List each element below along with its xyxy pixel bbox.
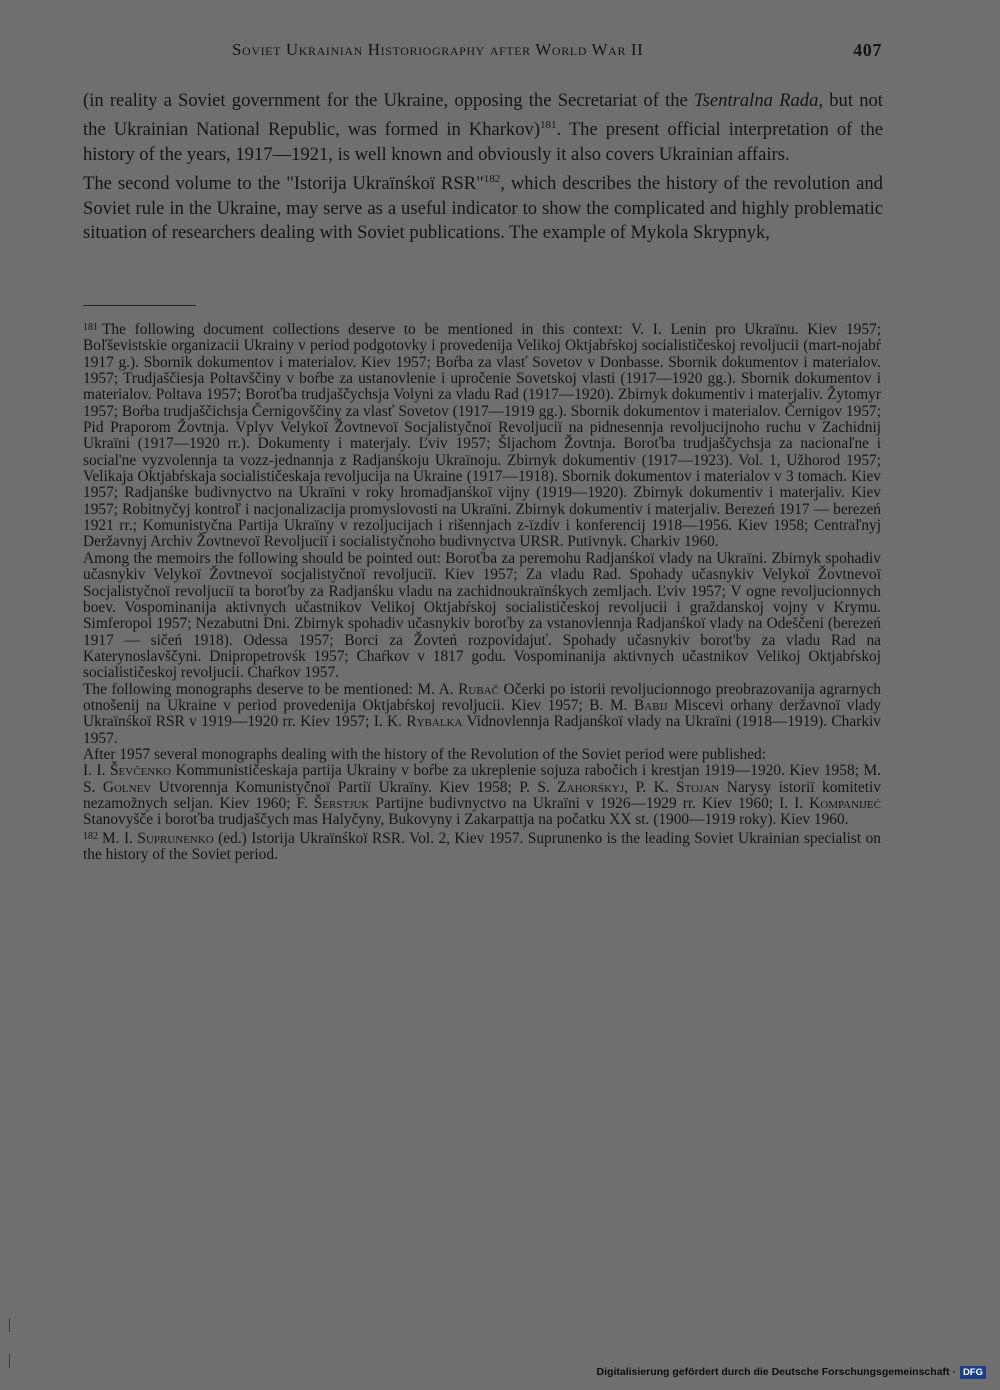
body-paragraph-2: The second volume to the "Istorija Ukraïnśkoï RSR"$^{182}$, which describes the history of the revolution and Soviet rule in the Ukraine, may serve as a useful indicator to show the complicated and highly problematic situation of researchers dealing with Soviet publications. The example of Mykola Skrypnyk,	[83, 173, 883, 244]
footnote-182: $^{182}$ M. I. Suprunenko (ed.) Istorija Ukraïnśkoï RSR. Vol. 2, Kiev 1957. Suprunenko is the leading Soviet Ukrainian specialist on the history of the Soviet period.	[83, 829, 881, 863]
author-name: Suprunenko	[137, 829, 214, 847]
author-name: Kompanijeć	[809, 794, 881, 812]
footnote-181-memoirs: Among the memoirs the following should be pointed out: Boroťba za peremohu Radjanśkoï vlady na Ukraïni. Zbirnyk spohadiv učasnykiv Velykoï Žovtnevoï socjalistyčnoï revoljuciï. Kiev 1957; Za vladu Rad. Spohady učasnykiv Velykoï Žovtnevoï Socjalistyčnoï revoljuciï ta boroťby za Radjanśku vladu na zachidnoukraïnśkych zemljach. Ľviv 1957; V ogne revoljucionnych boev. Vospominanija aktivnych učastnikov Velikoj Oktjabŕskoj socialističeskoj revoljucii i graždanskoj vojny v Krymu. Simferopol 1957; Nezabutni Dni. Zbirnyk spohadiv učasnykiv boroťby za vstanovlennja Radjanśkoï vlady na Odeščeni (berezeń 1917 — sičeń 1918). Odessa 1957; Borci za Žovteń rozpovidajuť. Spohady učasnykiv borot'by za vladu Rad na Katerynoslavščyni. Dnipropetrovśk 1957; Chaŕkov v 1817 godu. Vospominanija aktivnych učastnikov Velikoj Oktjabŕskoj socialističeskoj revoljucii. Chaŕkov 1957.	[83, 549, 881, 682]
funding-credit-text: Digitalisierung gefördert durch die Deutsche Forschungsgemeinschaft ·	[596, 1366, 956, 1378]
footnote-ref-182[interactable]: 182	[483, 173, 501, 186]
margin-mark	[9, 1318, 10, 1332]
dfg-logo-icon: DFG	[960, 1366, 986, 1379]
running-header	[232, 40, 882, 66]
main-text	[83, 89, 883, 246]
funding-credit	[597, 1364, 986, 1380]
footnote-181-after-1957: After 1957 several monographs dealing with the history of the Revolution of the Soviet period were published:	[83, 745, 767, 763]
author-name: Rubač	[458, 680, 499, 698]
body-paragraph-1: (in reality a Soviet government for the Ukraine, opposing the Secretariat of the Tsentralna Rada, but not the Ukrainian National Republic, was formed in Kharkov)$^{181}$. The present official interpretation of the history of the years, 1917—1921, is well known and obviously it also covers Ukrainian affairs.	[83, 90, 884, 165]
footnote-separator	[83, 305, 196, 306]
footnote-181: $^{181}$ The following document collections deserve to be mentioned in this context: V. I. Lenin pro Ukraïnu. Kiev 1957; Boľševistskie organizacii Ukrainy v period podgotovky i provedenija Velikoj Oktjabŕskoj socialističeskoj revoljucii (mart-nojabŕ 1917 g.). Sbornik dokumentov i materialov. Kiev 1957; Boŕba za vlasť Sovetov v Donbasse. Sbornik dokumentov i materialov. 1957; Trudjaščiesja Poltavščiny v boŕbe za ustanovlenie i upročenie Sovetskoj vlasti (1917—1920 gg.). Sbornik dokumentov i materialov. Poltava 1957; Boroťba trudjaščychsja Volyni za vladu Rad (1917—1920). Zbirnyk dokumentiv i materjaliv. Žytomyr 1957; Boŕba trudjaščichsja Černigovščiny za vlasť Sovetov (1917—1919 gg.). Sbornik dokumentov i materialov. Černigov 1957; Pid Praporom Žovtnja. Vplyv Velykoï Žovtnevoï Socjalistyčnoï Revoljuciï na pidnesennja revoljucijnoho ruchu v Zachidnij Ukraïni (1917—1920 rr.). Dokumenty i materjaly. Ľviv 1957; Šljachom Žovtnja. Boroťba trudjaščychsja za nacionaľne i social'ne vyzvolennja ta vozz-jednannja z Radjanśkoju Ukraïnoju. Zbirnyk dokumentiv (1917—1923). Vol. 1, Užhorod 1957; Velikaja Oktjabŕskaja socialističeskaja revoljucija na Ukraine (1917—1918). Sbornik dokumentov i materialov v 3 tomach. Kiev 1957; Radjanśke budivnyctvo na Ukraïni v roky hromadjanśkoï vijny (1919—1920). Zbirnyk dokumentiv i materjaliv. Kiev 1957; Robitnyčyj kontroľ i nacjonalizacija promyslovosti na Ukraïni. Zbirnyk dokumentiv i materjaliv. Berezeń 1917 — berezeń 1921 rr.; Komunistyčna Partija Ukraïny v rezoljucijach i rišennjach z-ïzdiv i konferencij 1918—1956. Kiev 1958; Centraľnyj Deržavnyj Archiv Žovtnevoï Revoljuciï i socialistyčnoho budivnyctva URSR. Putivnyk. Charkiv 1960.	[83, 321, 881, 551]
footnote-number: 182	[83, 830, 98, 842]
footnote-181-list: I. I. Ševčenko Kommunističeskaja partija Ukrainy v boŕbe za ukreplenie sojuza rabočich i krestjan 1919—1920. Kiev 1958; M. S. Golnev Utvorennja Komunistyčnoï Partiï Ukraïny. Kiev 1958; P. S. Zahorśkyj, P. K. Stojan Narysy istoriï komitetiv nezamožnych seljan. Kiev 1960; F. Šerstjuk Partijne budivnyctvo na Ukraïni v 1926—1929 rr. Kiev 1960; I. I. Kompanijeć Stanovyšče i boroťba trudjaščych mas Halyčyny, Bukovyny i Zakarpattja na počatku XX st. (1900—1919 roky). Kiev 1960.	[83, 762, 881, 829]
margin-mark	[9, 1354, 10, 1368]
author-name: Rybalka	[406, 713, 463, 731]
author-name: Golnev	[102, 778, 152, 796]
emphasis-tsentralna-rada: Tsentralna Rada,	[694, 90, 824, 111]
running-title: Soviet Ukrainian Historiography after World War II	[232, 40, 644, 59]
author-name: Babij	[634, 696, 668, 714]
author-name: Ševčenko	[110, 762, 172, 780]
author-name: Šerstjuk	[313, 794, 370, 812]
page-number: 407	[853, 40, 882, 60]
footnotes	[83, 320, 881, 863]
footnote-181-monographs: The following monographs deserve to be mentioned: M. A. Rubač Očerki po istorii revoljucionnogo preobrazovanija agrarnych otnošenij na Ukraine v period provedenija Oktjabŕskoj revoljucii. Kiev 1957; B. M. Babij Miscevi orhany deržavnoï vlady Ukraïnśkoï RSR v 1919—1920 rr. Kiev 1957; I. K. Rybalka Vidnovlennja Radjanśkoï vlady na Ukraïni (1918—1919). Charkiv 1957.	[83, 680, 881, 747]
footnote-number: 181	[83, 322, 98, 333]
footnote-ref-181[interactable]: 181	[540, 119, 557, 132]
author-name: Zahorśkyj	[557, 778, 625, 796]
author-name: Stojan	[676, 778, 720, 796]
